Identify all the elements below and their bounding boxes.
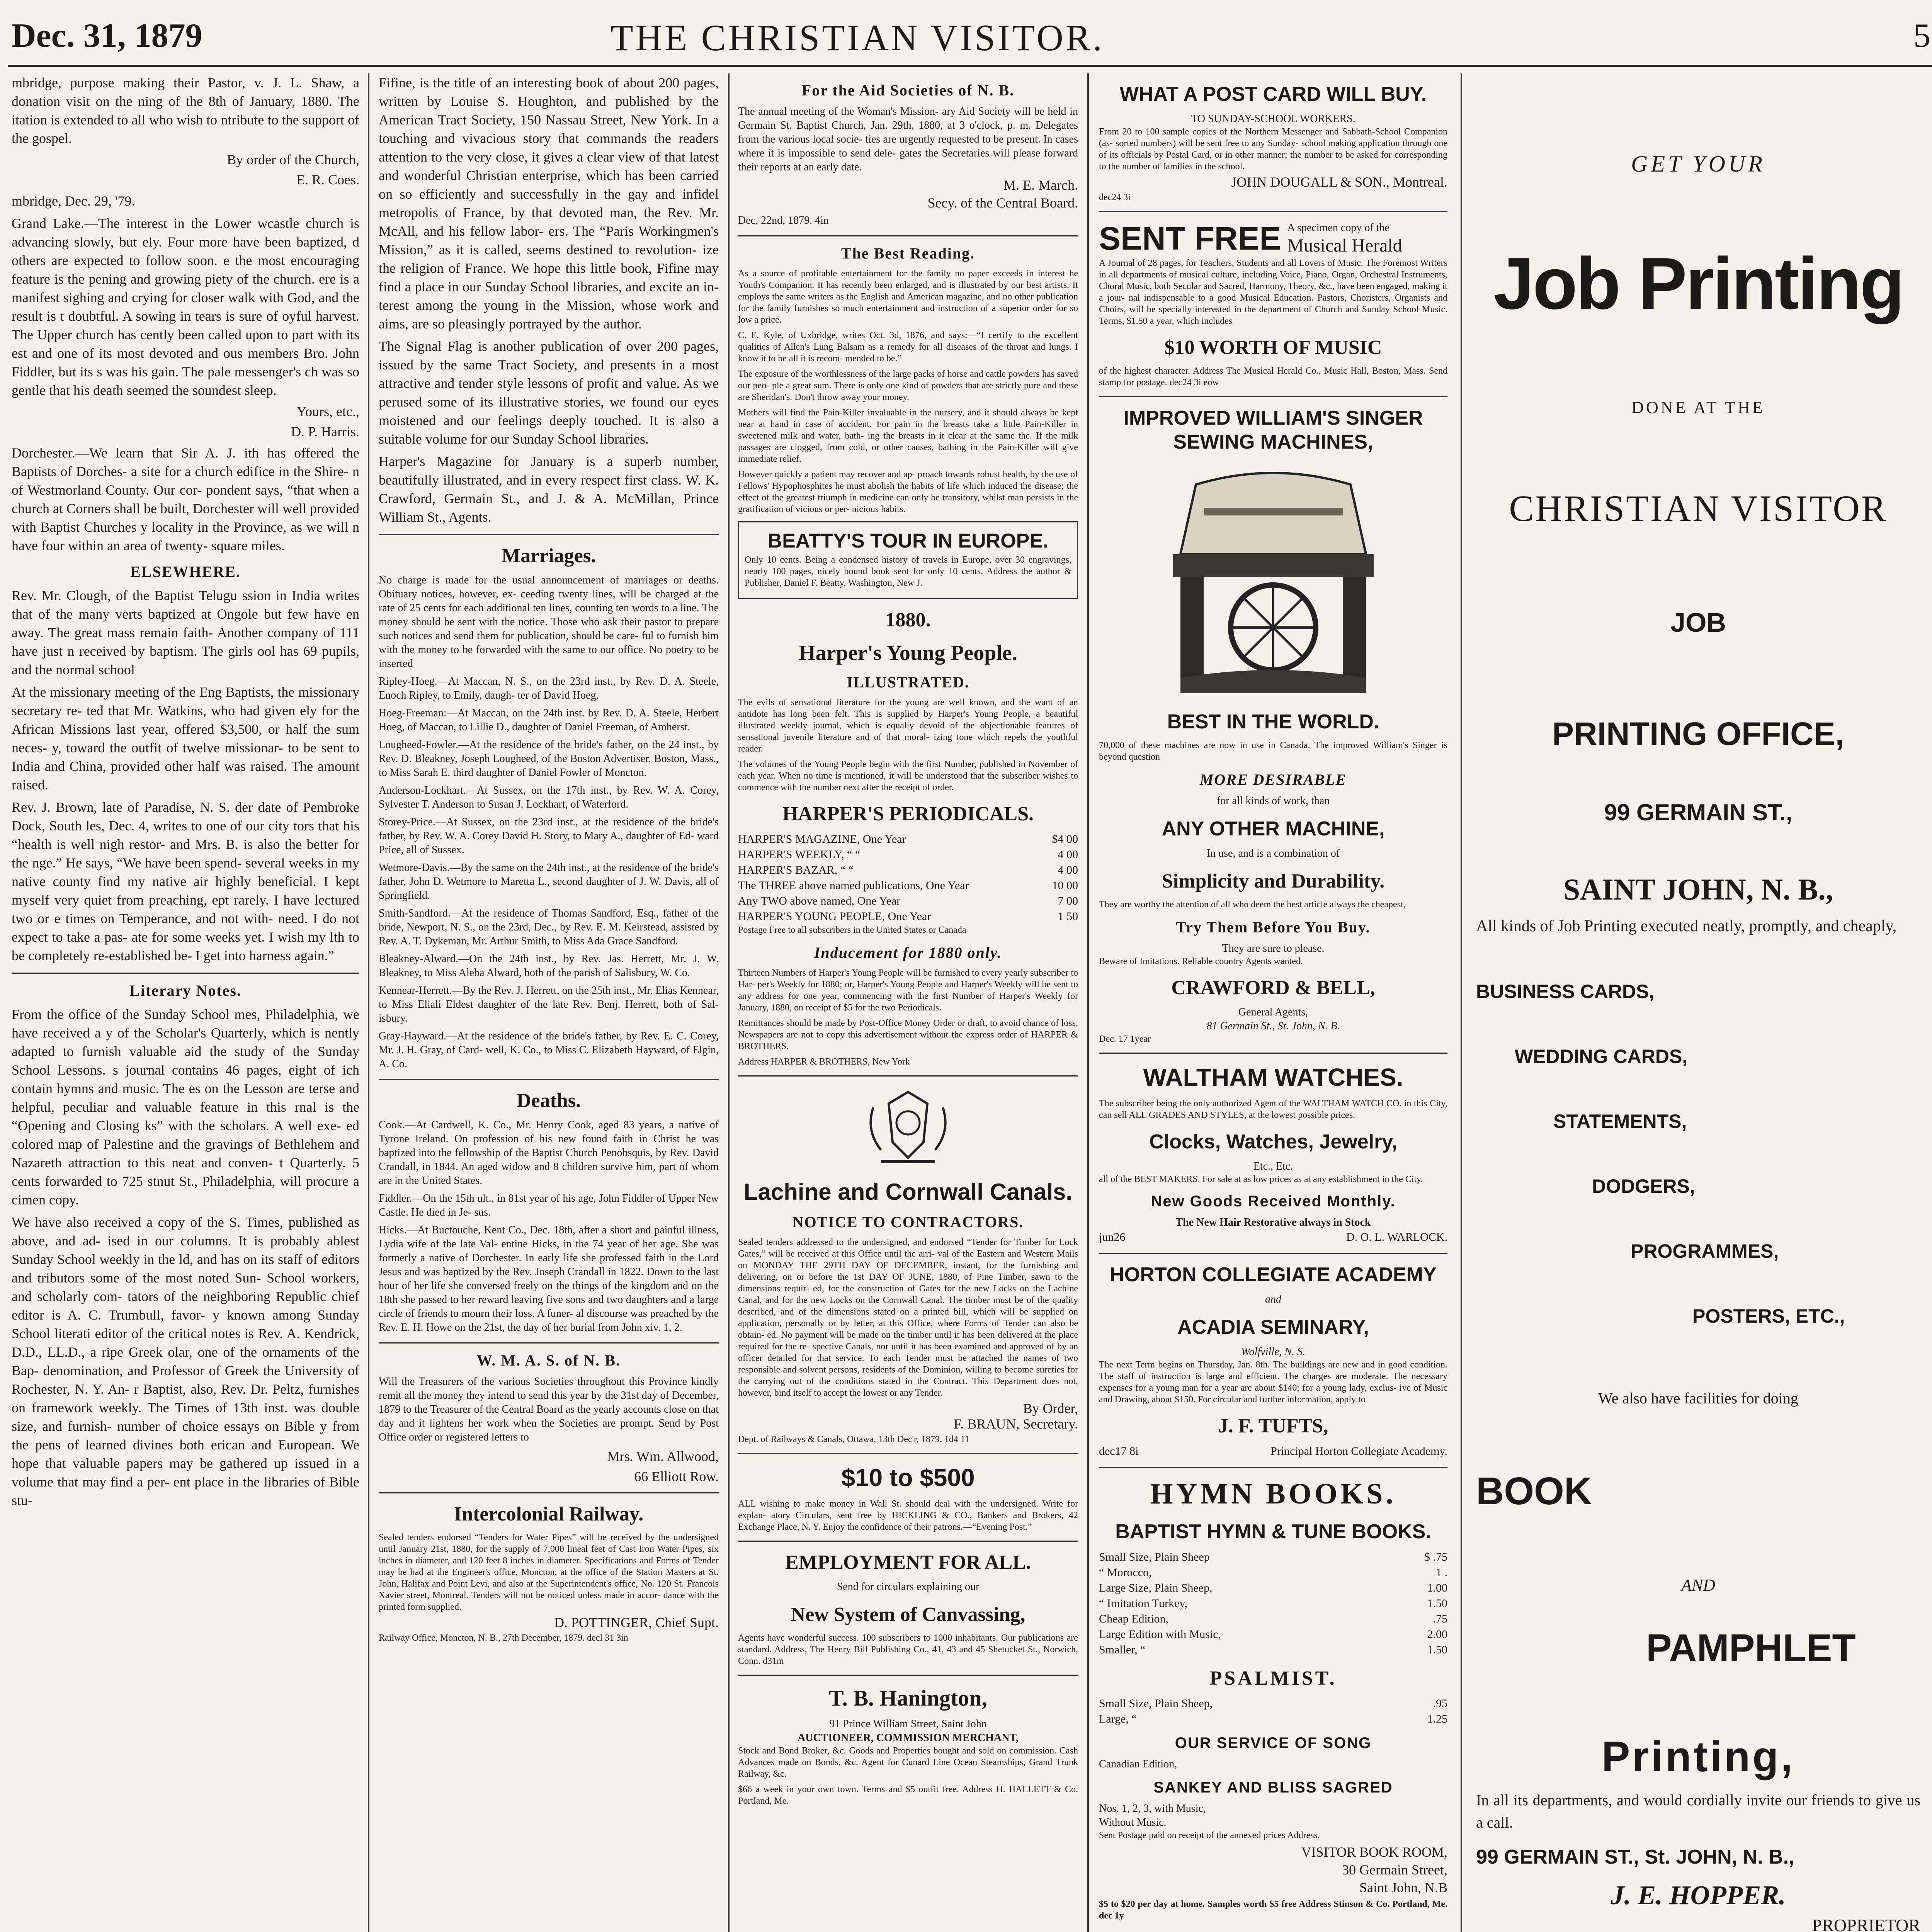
sewing-machine-illustration <box>1150 461 1397 701</box>
death-entry: Cook.—At Cardwell, K. Co., Mr. Henry Cook, aged 83 years, a native of Tyrone Ireland. On profession of his new found faith in Christ he was baptized into the fellowship of the Baptist Church Penobsquis, by Rev. David Crandall, in 1844. An aged widow and 8 children survive him, part of whom are in the United States. <box>379 1119 719 1187</box>
dateline: dec24 3i <box>1099 192 1131 202</box>
ad-heading: J. F. TUFTS, <box>1218 1415 1328 1437</box>
ad-address: 99 GERMAIN ST., <box>1604 799 1793 825</box>
ad-text: 70,000 of these machines are now in use in Canada. The improved William's Singer is beyond question <box>1099 740 1447 762</box>
ad-text: From 20 to 100 sample copies of the Northern Messenger and Sabbath-School Companion (as- sorted numbers) will be sent free to any Sunday- school making application through one of its officials by Postal Card, or in other manner; the number to be asked for corresponding to the number of families in the school. <box>1099 127 1447 172</box>
ad-address: VISITOR BOOK ROOM, <box>1301 1844 1447 1860</box>
divider <box>12 973 359 974</box>
sent-free-header <box>1099 220 1447 257</box>
ad-text: In use, and is a combination of <box>1206 847 1340 859</box>
ad-heading: HARPER'S PERIODICALS. <box>782 803 1034 825</box>
article-paragraph: Dorchester.—We learn that Sir A. J. ith has offered the Baptists of Dorches- a site for a church edifice in the Shire- n of Westmorland County. Our cor- pondent says, “that when a church at Corners shall be built, Dorchester will well provided with Baptist Churches y locality in the Province, as we will n have four within an area of twenty- square miles. <box>12 445 359 553</box>
dateline: Dec, 22nd, 1879. 4in <box>738 214 829 226</box>
ad-text: The volumes of the Young People begin with the first Number, published in November of each year. When no time is mentioned, it will be understood that the subscriber wishes to commence with the number next after the receipt of order. <box>738 759 1078 793</box>
article-paragraph: C. E. Kyle, of Uxbridge, writes Oct. 3d, 1876, and says:—“I certify to the excellent qualities of Allen's Lung Balsam as a remedy for all diseases of the throat and lungs. I know it to be all it is recom- mended to be.” <box>738 330 1078 364</box>
ad-text: They are sure to please. <box>1222 942 1325 954</box>
price-row: Small Size, Plain Sheep, .95 <box>1099 1697 1447 1710</box>
divider <box>738 235 1078 236</box>
ad-heading: ACADIA SEMINARY, <box>1177 1316 1369 1338</box>
ad-heading: HORTON COLLEGIATE ACADEMY <box>1110 1264 1437 1286</box>
ad-text: A Journal of 28 pages, for Teachers, Students and all Lovers of Music. The Foremost Writers in all departments of musical culture, including Voice, Piano, Organ, Orchestral Instruments, Choral Music, both Secular and Sacred, Harmony, Theory, &c., have been engaged, making it a jour- nal indispensable to a good Musical Education. Pastors, Choristers, Organists and Choirs, will be specially interested in the department of Church and Sunday School Music. Terms, $1.50 a year, which includes <box>1099 258 1447 326</box>
signature: JOHN DOUGALL & SON., Montreal. <box>1231 174 1447 190</box>
column-rule <box>1461 73 1462 1932</box>
ad-text: DONE AT THE <box>1631 398 1765 417</box>
divider <box>379 534 719 535</box>
ad-subheading: MORE DESIRABLE <box>1199 771 1347 788</box>
marriage-entry: Ripley-Hoeg.—At Maccan, N. S., on the 23rd inst., by Rev. D. A. Steele, Enoch Ripley, to Emily, daugh- ter of David Hoeg. <box>379 675 719 701</box>
ad-heading: EMPLOYMENT FOR ALL. <box>785 1551 1031 1573</box>
ad-subheading: AUCTIONEER, COMMISSION MERCHANT, <box>798 1732 1019 1744</box>
marriage-entry: Anderson-Lockhart.—At Sussex, on the 17th inst., by Rev. W. A. Corey, Sylvester T. Anderson to Susan J. Lockhart, of Waterford. <box>379 784 719 810</box>
issue-date: Dec. 31, 1879 <box>12 17 202 54</box>
divider <box>379 1079 719 1080</box>
ad-text: In all its departments, and would cordially invite our friends to give us a call. <box>1476 1791 1920 1831</box>
signature: M. E. March. <box>1003 177 1078 193</box>
proprietor-title: PROPRIETOR <box>1812 1915 1920 1932</box>
section-heading: ELSEWHERE. <box>130 563 241 580</box>
ad-heading: WHAT A POST CARD WILL BUY. <box>1119 83 1427 105</box>
marriage-entry: Lougheed-Fowler.—At the residence of the bride's father, on the 24 inst., by Rev. D. Bleakney, Joseph Lougheed, of the Boston Advertiser, Boston, Mass., to Miss Sarah E. third daughter of Daniel Fowler of Moncton. <box>379 739 719 779</box>
article-paragraph: Fifine, is the title of an interesting book of about 200 pages, written by Louise S. Houghton, and published by the American Tract Society, 150 Nassau Street, New York. In a touching and vivacious story that commands the readers attention to the very close, it gives a clear view of that latest and wonderful Christian enterprise, which has been carried on so efficiently and successfully in the gay and infidel metropolis of France, by that devoted man, the Rev. Mr. McAll, and his fellow labor- ers. The “Paris Workingmen's Mission,” as it is called, seems destined to revolution- ize the religion of France. We hope this little book, Fifine may find a place in our Sunday School libraries, and excite an in- terest among the young in the Mission, whose work and aims, are so pleasingly portrayed by the author. <box>379 75 719 332</box>
ad-text: Thirteen Numbers of Harper's Young People will be furnished to every yearly subscriber to Har- per's Weekly for 1880; or, Harper's Young People and Harper's Weekly will be sent to any address for one year, commencing with the first Number of Harper's Weekly for January, 1880, on receipt of $5 for the two Periodicals. <box>738 968 1078 1013</box>
ad-heading: SEWING MACHINES, <box>1173 431 1373 453</box>
ad-text: ALL wishing to make money in Wall St. should deal with the undersigned. Write for explan- atory Circulars, sent free by HICKLING & CO., Bankers and Brokers, 42 Exchange Place, N. Y. Enjoy the confidence of their patrons.—“Evening Post.” <box>738 1499 1078 1532</box>
service-item: BUSINESS CARDS, <box>1476 981 1655 1002</box>
price-row: Smaller, “ 1.50 <box>1099 1643 1447 1656</box>
ad-text: Canadian Edition, <box>1099 1758 1177 1770</box>
service-item: POSTERS, ETC., <box>1692 1305 1845 1327</box>
marriage-entry: Hoeg-Freeman:—At Maccan, on the 24th inst. by Rev. D. A. Steele, Herbert Hoeg, of Maccan, to Lillie D., daughter of Daniel Freeman, of Amherst. <box>379 707 719 733</box>
ad-heading: BOOK <box>1476 1469 1592 1513</box>
price-row: Large Edition with Music, 2.00 <box>1099 1628 1447 1641</box>
signature: F. BRAUN, Secretary. <box>954 1416 1078 1432</box>
marriage-entry: Storey-Price.—At Sussex, on the 23rd inst., at the residence of the bride's father, by Rev. W. A. Corey David H. Story, to Mary A., daughter of Ed- ward Price, all of Sussex. <box>379 816 719 856</box>
ad-address: 30 Germain Street, <box>1342 1862 1447 1878</box>
ad-subheading: General Agents, <box>1238 1006 1308 1018</box>
article-paragraph: Grand Lake.—The interest in the Lower wcastle church is advancing slowly, but ely. Four more have been baptized, d others are expected to follow soon. e the most encouraging feature is the pening and growing piety of the church. ere is a manifest sighing and crying for closer walk with God, and the result is t doubtful. A sowing in tears is sure of oyful harvest. The Upper church has cently been called upon to part with its est and one of its most devoted and ous members Bro. John Fiddler, but its s was his gain. The pale messenger's ch was so gentle that his death seemed the soundest sleep. <box>12 216 359 398</box>
death-entry: Fiddler.—On the 15th ult., in 81st year of his age, John Fiddler of Upper New Castle. He died in Je- sus. <box>379 1192 719 1218</box>
ad-text: Remittances should be made by Post-Office Money Order or draft, to avoid chance of loss. Newspapers are not to copy this advertisement without the express order of HARPER & BROTHERS. <box>738 1018 1078 1051</box>
marriage-entry: Gray-Hayward.—At the residence of the bride's father, by Rev. E. C. Corey, Mr. J. H. Gray, of Card- well, K. Co., to Miss C. Elizabeth Hayward, of Elgin, A. Co. <box>379 1030 719 1070</box>
section-heading: For the Aid Societies of N. B. <box>801 82 1015 99</box>
divider <box>1099 211 1447 212</box>
ad-text: AND <box>1681 1576 1715 1595</box>
ad-subheading: Wolfville, N. S. <box>1241 1346 1306 1358</box>
section-heading: Literary Notes. <box>129 982 242 999</box>
ad-heading: PAMPHLET <box>1646 1626 1856 1670</box>
price-row: Large, “ 1.25 <box>1099 1713 1447 1725</box>
ad-text: Stock and Bond Broker, &c. Goods and Properties bought and sold on commission. Cash Advances made on Bonds, &c. Agent for Cunard Line Ocean Steamships, Grand Trunk Railway, &c. <box>738 1746 1078 1779</box>
ad-text: Sealed tenders addressed to the undersigned, and endorsed “Tender for Timber for Lock Gates,” will be received at this Office until the arri- val of the Eastern and Western Mails on MONDAY THE 29TH DAY OF DECEMBER, instant, for the furnishing and delivering, on or before the 1st DAY OF JUNE, 1880, of Pine Timber, sawn to the dimensions requir- ed, for the construction of Gates for the new Locks on the Lachine Canal, and for the new Locks on the Cornwall Canal. The timber must be of the quality described, and of the dimensions stated on a printed bill, which will be supplied on application, personally or by letter, at this Office, where Forms of Tender can also be obtain- ed. No payment will be made on the timber until it has been delivered at the place required for the re- spective Canals, nor until it has been examined and approved of by an officer detailed for that service. To each Tender must be attached the names of two responsible and solvent persons, residents of the Dominion, willing to become sureties for the carrying out of the conditions stated in the Contract. This Department does not, however, bind itself to accept the lowest or any Tender. <box>738 1237 1078 1398</box>
dateline: Dept. of Railways & Canals, Ottawa, 13th Dec'r, 1879. 1d4 11 <box>738 1434 970 1444</box>
ad-address: 99 GERMAIN ST., St. JOHN, N. B., <box>1476 1846 1794 1868</box>
price-row: “ Morocco, 1 . <box>1099 1566 1447 1579</box>
signature: Mrs. Wm. Allwood, <box>607 1449 719 1464</box>
proprietor-name: J. E. HOPPER. <box>1611 1881 1786 1910</box>
price-row: HARPER'S YOUNG PEOPLE, One Year 1 50 <box>738 910 1078 923</box>
service-item: STATEMENTS, <box>1553 1111 1687 1132</box>
ad-address: 81 Germain St., St. John, N. B. <box>1206 1020 1340 1032</box>
ad-heading: BAPTIST HYMN & TUNE BOOKS. <box>1115 1520 1431 1543</box>
ad-heading: PRINTING OFFICE, <box>1552 716 1844 752</box>
ad-subheading: SANKEY AND BLISS SAGRED <box>1153 1779 1393 1796</box>
article-paragraph: Harper's Magazine for January is a superb number, beautifully illustrated, and in every respect first class. W. K. Crawford, Germain St., and J. & A. McMillan, Prince William St., Agents. <box>379 454 719 525</box>
ad-heading: IMPROVED WILLIAM'S SINGER <box>1123 407 1423 429</box>
column-1 <box>12 73 367 1932</box>
column-4 <box>1090 73 1457 1932</box>
ad-subheading: Inducement for 1880 only. <box>814 944 1002 961</box>
ad-heading: Clocks, Watches, Jewelry, <box>1149 1131 1397 1153</box>
service-item: DODGERS, <box>1592 1175 1695 1197</box>
ad-heading: CRAWFORD & BELL, <box>1171 977 1375 999</box>
ad-text: They are worthy the attention of all who deem the best article always the cheapest, <box>1099 900 1406 910</box>
page-number: 5 <box>1913 17 1930 54</box>
divider <box>738 1541 1078 1542</box>
divider <box>738 1075 1078 1077</box>
ad-heading: BEATTY'S TOUR IN EUROPE. <box>767 530 1049 552</box>
ad-heading: ANY OTHER MACHINE, <box>1162 818 1385 840</box>
ad-subheading: NOTICE TO CONTRACTORS. <box>792 1213 1024 1231</box>
ad-text: Sealed tenders endorsed “Tenders for Water Pipes” will be received by the undersigned until January 21st, 1880, for the supply of 7,000 lineal feet of Cast Iron Water Pipes, six inches in diameter, and 120 feet 8 inches in diameter. Specifications and Forms of Tender may be had at the Engineer's office, Moncton, at the office of the Station Masters at St. John, Halifax and Point Levi, and also at the Superintendent's office, No. 120 St. Francois Xavier street, Montreal. Tenders will not be noticed unless made in accor- dance with the printed form supplied. <box>379 1532 719 1612</box>
ad-subheading: OUR SERVICE OF SONG <box>1175 1735 1372 1752</box>
marriage-entry: Wetmore-Davis.—By the same on the 24th inst., at the residence of the bride's father, John D. Wetmore to Maretta L., second daughter of J. W. Davis, all of Springfield. <box>379 862 719 901</box>
article-paragraph: From the office of the Sunday School mes, Philadelphia, we have received a y of the Scholar's Quarterly, which is nently adapted to furnish valuable aid the study of the Sunday School Lessons. s journal contains 46 pages, eight of ich contain hymns and music. The es on the Lesson are terse and helpful, peculiar and valuable feature in this rnal is the “Opening and Closing ks” with the scholars. A well exe- ed colored map of Palestine and the gravings of Bethlehem and Nazareth attraction to this neat and conven- t Quarterly. 5 cents forwarded to 725 stnut St., Philadelphia, will procure a cimen copy. <box>12 1007 359 1208</box>
ad-heading: PSALMIST. <box>1209 1667 1337 1689</box>
notice: No charge is made for the usual announcement of marriages or deaths. Obituary notices, however, ex- ceeding twenty lines, will be charged at the rate of 25 cents for each additional ten lines, counting ten words to a line. The money should be sent with the notice. Those who ask their pastor to prepare such notices and send them for publication, should be care- ful to furnish him with the money to be forwarded with the same to our office. No poetry to be inserted <box>379 574 719 670</box>
ad-text: All kinds of Job Printing executed neatly, promptly, and cheaply, <box>1476 917 1897 935</box>
ad-subheading: 91 Prince William Street, Saint John <box>829 1718 987 1730</box>
article-paragraph: The Signal Flag is another publication of over 200 pages, issued by the same Tract Society, and presents in a most attractive and tender style lessons of profit and value. As we perused some of its illustrative stories, we found our eyes moistened and our feelings deeply touched. It is also a suitable volume for our Sunday School libraries. <box>379 338 719 447</box>
ad-heading: $10 WORTH OF MUSIC <box>1164 337 1382 359</box>
ad-subheading: Etc., Etc. <box>1253 1160 1293 1172</box>
article-paragraph: We have also received a copy of the S. Times, published as above, and ad- ised in our columns. It is probably ablest Sunday School weekly in the ld, and has on its staff of editors and tributors some of the most noted Sun- School workers, and scholarly com- tators of the neighboring Republic chief editor is A. C. Trumbull, favor- y known among Sunday School literati editor of the critical notes is Rev. A. Kendrick, D.D., LL.D., a ripe Greek olar, one of the ornaments of the Bap- denomination, and Professor of Greek the University of Rochester, N. Y. An- r Baptist, also, Rev. Dr. Peltz, furnishes on framework weekly. The Times of 13th inst. was double size, and furnish- number of choice essays on Bible y from the pens of learned divines both erican and European. We hope that valuable papers may be gathered up issued in a volume that may find a per- ent place in the libraries of Bible stu- <box>12 1214 359 1508</box>
section-heading: Marriages. <box>501 545 596 567</box>
ad-address: Saint John, N.B <box>1359 1880 1447 1895</box>
ad-subheading: New Goods Received Monthly. <box>1151 1193 1396 1210</box>
ad-title: Job Printing <box>1493 243 1903 325</box>
price-row: HARPER'S WEEKLY, “ “ 4 00 <box>738 848 1078 861</box>
section-heading: Deaths. <box>516 1090 581 1112</box>
ad-text: and <box>1265 1293 1281 1305</box>
service-item: PROGRAMMES, <box>1631 1240 1779 1262</box>
price-list <box>738 832 1078 924</box>
ad-text: We also have facilities for doing <box>1598 1389 1798 1407</box>
ad-text: The subscriber being the only authorized Agent of the WALTHAM WATCH CO. in this City, can sell ALL GRADES AND STYLES, at the lowest possible prices. <box>1099 1099 1447 1120</box>
signature: E. R. Coes. <box>296 172 359 187</box>
divider <box>1099 1253 1447 1254</box>
beatty-ad <box>738 521 1078 599</box>
masthead <box>8 7 1932 67</box>
ad-heading: Printing, <box>1601 1733 1795 1781</box>
ad-text: $66 a week in your own town. Terms and $5 outfit free. Address H. HALLETT & Co. Portland, Me. <box>738 1784 1078 1806</box>
ad-text: Address HARPER & BROTHERS, New York <box>738 1057 910 1067</box>
price-row: HARPER'S BAZAR, “ “ 4 00 <box>738 864 1078 876</box>
dateline: mbridge, Dec. 29, '79. <box>12 193 135 209</box>
ad-footer: jun26 D. O. L. WARLOCK. <box>1099 1231 1447 1243</box>
article-paragraph: Rev. Mr. Clough, of the Baptist Telugu ssion in India writes that of the many verts baptized at Ongole but few have en away. The great mass remain faith- Another company of 111 have just n received by baptism. The girls ool has 69 pupils, and the normal school <box>12 588 359 677</box>
ad-subheading: Send for circulars explaining our <box>837 1581 980 1593</box>
article-paragraph: The exposure of the worthlessness of the large packs of horse and cattle powders has saved our peo- ple a great sum. There is only one kind of powders that are strictly pure and these are Sheridan's. Don't throw away your money. <box>738 369 1078 402</box>
column-3 <box>730 73 1086 1932</box>
price-row: Small Size, Plain Sheep $ .75 <box>1099 1551 1447 1563</box>
ad-text: Agents have wonderful success. 100 subscribers to 1000 inhabitants. Our publications are standard. Address, The Henry Bill Publishing Co., 41, 43 and 45 Shetucket St., Norwich, Conn. d31m <box>738 1633 1078 1666</box>
ad-aside: A specimen copy of the Musical Herald <box>1287 222 1402 256</box>
article-paragraph: At the missionary meeting of the Eng Baptists, the missionary secretary re- ted that Mr. Watkins, who had given ely for the African Missions last year, offered $3,500, or half the sum neces- y, toward the outfit of twelve missionar- to be sent to India and China, provided other half was raised. The amount raised. <box>12 684 359 793</box>
service-item: WEDDING CARDS, <box>1515 1046 1688 1067</box>
signature: Yours, etc., <box>296 404 359 419</box>
ad-heading: New System of Canvassing, <box>791 1604 1026 1626</box>
signature: D. P. Harris. <box>291 424 359 439</box>
ad-heading: $10 to $500 <box>841 1464 975 1492</box>
price-row: HARPER'S MAGAZINE, One Year $4 00 <box>738 833 1078 845</box>
divider <box>1099 1053 1447 1054</box>
article-paragraph: Mothers will find the Pain-Killer invaluable in the nursery, and it should always be kept near at hand in case of accident. For pain in the breasts take a little Pain-Killer in sweetened milk and water, bath- ing the breasts in it clear at the same the. If the milk passages are clogged, from cold, or other causes, bathing in the Pain-Killer will give immediate relief. <box>738 408 1078 464</box>
newspaper-title: THE CHRISTIAN VISITOR. <box>611 17 1104 58</box>
notice: Will the Treasurers of the various Societies throughout this Province kindly remit all the money they intend to send this year by the 31st day of December, 1879 to the Treasurer of the Central Board as the yearly accounts close on that day and it lightens her work when the Societies are prompt. Send by Post Office order or registered letters to <box>379 1376 719 1443</box>
ad-heading: WALTHAM WATCHES. <box>1143 1063 1403 1091</box>
death-entry: Hicks.—At Buctouche, Kent Co., Dec. 18th, after a short and painful illness, Lydia wife of the late Val- entine Hicks, in the 74 year of her age. She was formerly a native of Dorchester. In early life she professed faith in the Lord Jesus and was baptized by the Rev. Joseph Crandall in 1822. Down to the last hour of her life she conversed freely on the things of the kingdom and on the 18th she passed to her reward leaving five sons and two daughters and a large circle of friends to mourn their loss. A funer- al discourse was preached by the Rev. E. H. Howe on the 21st, the day of her burial from John xiv. 1, 2. <box>379 1224 719 1333</box>
marriage-entry: Bleakney-Alward.—On the 24th inst., by Rev. Jas. Herrett, Mr. J. W. Bleakney, to Miss Aleba Alward, both of the parish of Salisbury, W. Co. <box>379 953 719 979</box>
divider <box>738 1675 1078 1676</box>
column-rule <box>728 73 730 1932</box>
ad-text: The evils of sensational literature for the young are well known, and the want of an antidote has long been felt. This is supplied by Harper's Young People, a beautiful illustrated weekly journal, which is equally devoid of the objectionable features of sensational juvenile literature and of that moral- izing tone which repels the youthful reader. <box>738 697 1078 754</box>
signature: 66 Elliott Row. <box>634 1469 719 1484</box>
ad-text: Without Music. <box>1099 1816 1167 1828</box>
ad-text: Postage Free to all subscribers in the United States or Canada <box>738 925 966 935</box>
ad-heading: BEST IN THE WORLD. <box>1167 711 1379 733</box>
ad-year: 1880. <box>885 609 931 631</box>
ad-heading: SENT FREE <box>1099 220 1281 257</box>
ad-subheading: Try Them Before You Buy. <box>1176 918 1371 936</box>
ad-heading: CHRISTIAN VISITOR <box>1509 488 1888 529</box>
ad-heading: SAINT JOHN, N. B., <box>1563 872 1833 906</box>
ad-text: all of the BEST MAKERS. For sale at as low prices as at any establishment in the City. <box>1099 1174 1423 1184</box>
notice: The annual meeting of the Woman's Mission- ary Aid Society will be held in Germain St. Baptist Church, Jan. 29th, 1880, at 3 o'clock, p. m. Delegates from the various local socie- ties are urgently requested to be present. In cases where it is impossible to send dele- gates the Secretaries will please forward their reports at an early date. <box>738 105 1078 173</box>
signature: By Order, <box>1023 1401 1078 1416</box>
section-heading: W. M. A. S. of N. B. <box>477 1352 621 1369</box>
article-paragraph: However quickly a patient may recover and ap- proach towards robust health, by the use of Fellows' Hypophosphites he must abolish the habits of life which induced the disease; the effect of the greatest triumph in medicine can only be transitory, whilst man persists in the gratification of vicious or per- nicious habits. <box>738 469 1078 514</box>
ad-text: Only 10 cents. Being a condensed history of travels in Europe, over 30 engravings, nearly 100 pages, nicely bound book sent for only 10 cents. Address the author & Publisher, Daniel F. Beatty, Washington, New J. <box>745 555 1071 588</box>
ad-subheading: ILLUSTRATED. <box>847 673 969 691</box>
ad-heading: Lachine and Cornwall Canals. <box>743 1179 1073 1205</box>
ad-text: The New Hair Restorative always in Stock <box>1175 1216 1371 1228</box>
price-row: Cheap Edition, .75 <box>1099 1612 1447 1625</box>
divider <box>1099 1467 1447 1468</box>
dateline: Dec. 17 1year <box>1099 1034 1151 1044</box>
signature: By order of the Church, <box>227 152 359 167</box>
royal-coat-of-arms-icon <box>858 1084 958 1169</box>
article-paragraph: As a source of profitable entertainment for the family no paper exceeds in interest he Youth's Companion. It has recently been enlarged, and is illustrated by our best artists. It employs the same writers as the English and American magazine, and no other publication for the family furnishes so much entertainment and instruction of a superior order for so low a price. <box>738 269 1078 325</box>
divider <box>738 1453 1078 1454</box>
article-paragraph: Rev. J. Brown, late of Paradise, N. S. der date of Pembroke Dock, South les, Dec. 4, writes to one of our city tors that his “health is well nigh restor- and Mrs. B. is also the better for the nge.” He says, “We have been spend- several weeks in my native county find my native air highly beneficial. I kept myself very quiet from preaching, ept rarely. I have lectured two or e times on Temperance, and not with- need. I do not expect to take a pas- ate for some weeks yet. I wish my lth to be completely re-established be- I get into harness again.” <box>12 799 359 963</box>
ad-text: of the highest character. Address The Musical Herald Co., Music Hall, Boston, Mass. Send stamp for postage. dec24 3i eow <box>1099 366 1447 388</box>
divider <box>1099 396 1447 397</box>
divider <box>379 1492 719 1493</box>
ad-heading: T. B. Hanington, <box>829 1685 987 1711</box>
section-heading: The Best Reading. <box>841 245 975 262</box>
article-paragraph: mbridge, purpose making their Pastor, v. J. L. Shaw, a donation visit on the ning of the 8th of January, 1880. The itation is extended to all who wish to ntribute to the support of the gospel. <box>12 75 359 146</box>
ad-text: Sent Postage paid on receipt of the annexed prices Address, <box>1099 1830 1320 1840</box>
ad-heading: Simplicity and Durability. <box>1162 870 1385 892</box>
ad-heading: Harper's Young People. <box>799 641 1017 665</box>
ad-heading: HYMN BOOKS. <box>1150 1478 1396 1510</box>
ad-text: The next Term begins on Thursday, Jan. 8th. The buildings are new and in good condition. The staff of instruction is large and efficient. The charges are moderate. The necessary expenses for a young man for a year are about $140; for a young lady, exclus- ive of Music and Drawing, about $150. For circular and further information, apply to <box>1099 1360 1447 1405</box>
column-2 <box>371 73 726 1932</box>
column-rule <box>1087 73 1089 1932</box>
dateline: Railway Office, Moncton, N. B., 27th December, 1879. decl 31 3in <box>379 1633 628 1643</box>
column-rule <box>368 73 369 1932</box>
ad-text: Nos. 1, 2, 3, with Music, <box>1099 1803 1206 1815</box>
price-row: Any TWO above named, One Year 7 00 <box>738 895 1078 907</box>
price-row: Large Size, Plain Sheep, 1.00 <box>1099 1582 1447 1594</box>
signature: D. POTTINGER, Chief Supt. <box>554 1615 719 1630</box>
price-row: “ Imitation Turkey, 1.50 <box>1099 1597 1447 1610</box>
ad-text: $5 to $20 per day at home. Samples worth $5 free Address Stinson & Co. Portland, Me. dec 1y <box>1099 1899 1447 1921</box>
ad-heading: JOB <box>1670 607 1726 638</box>
ad-text: Beware of Imitations. Reliable country Agents wanted. <box>1099 956 1303 966</box>
divider <box>379 1342 719 1344</box>
price-row: The THREE above named publications, One Year 10 00 <box>738 879 1078 892</box>
column-5-job-printing-ad <box>1464 73 1932 1932</box>
ad-footer: dec17 8i Principal Horton Collegiate Academy. <box>1099 1445 1447 1458</box>
ad-subheading: TO SUNDAY-SCHOOL WORKERS. <box>1191 113 1355 125</box>
marriage-entry: Kennear-Herrett.—By the Rev. J. Herrett, on the 25th inst., Mr. Elias Kennear, to Miss Eliali Eldest daughter of the late Rev. Benj. Herrett, both of Sal- isbury. <box>379 985 719 1024</box>
signature: Secy. of the Central Board. <box>927 195 1078 211</box>
ad-text: for all kinds of work, than <box>1216 795 1330 807</box>
ad-heading: Intercolonial Railway. <box>454 1503 644 1525</box>
price-list <box>1099 1549 1447 1658</box>
marriage-entry: Smith-Sandford.—At the residence of Thomas Sandford, Esq., father of the bride, Newport, N. S., on the 23rd, Dec., by Rev. E. M. Keirstead, assisted by Rev. A. T. Dykeman, Mr. Arthur Smith, to Miss Ada Grace Sandford. <box>379 907 719 947</box>
ad-heading: GET YOUR <box>1631 151 1765 177</box>
